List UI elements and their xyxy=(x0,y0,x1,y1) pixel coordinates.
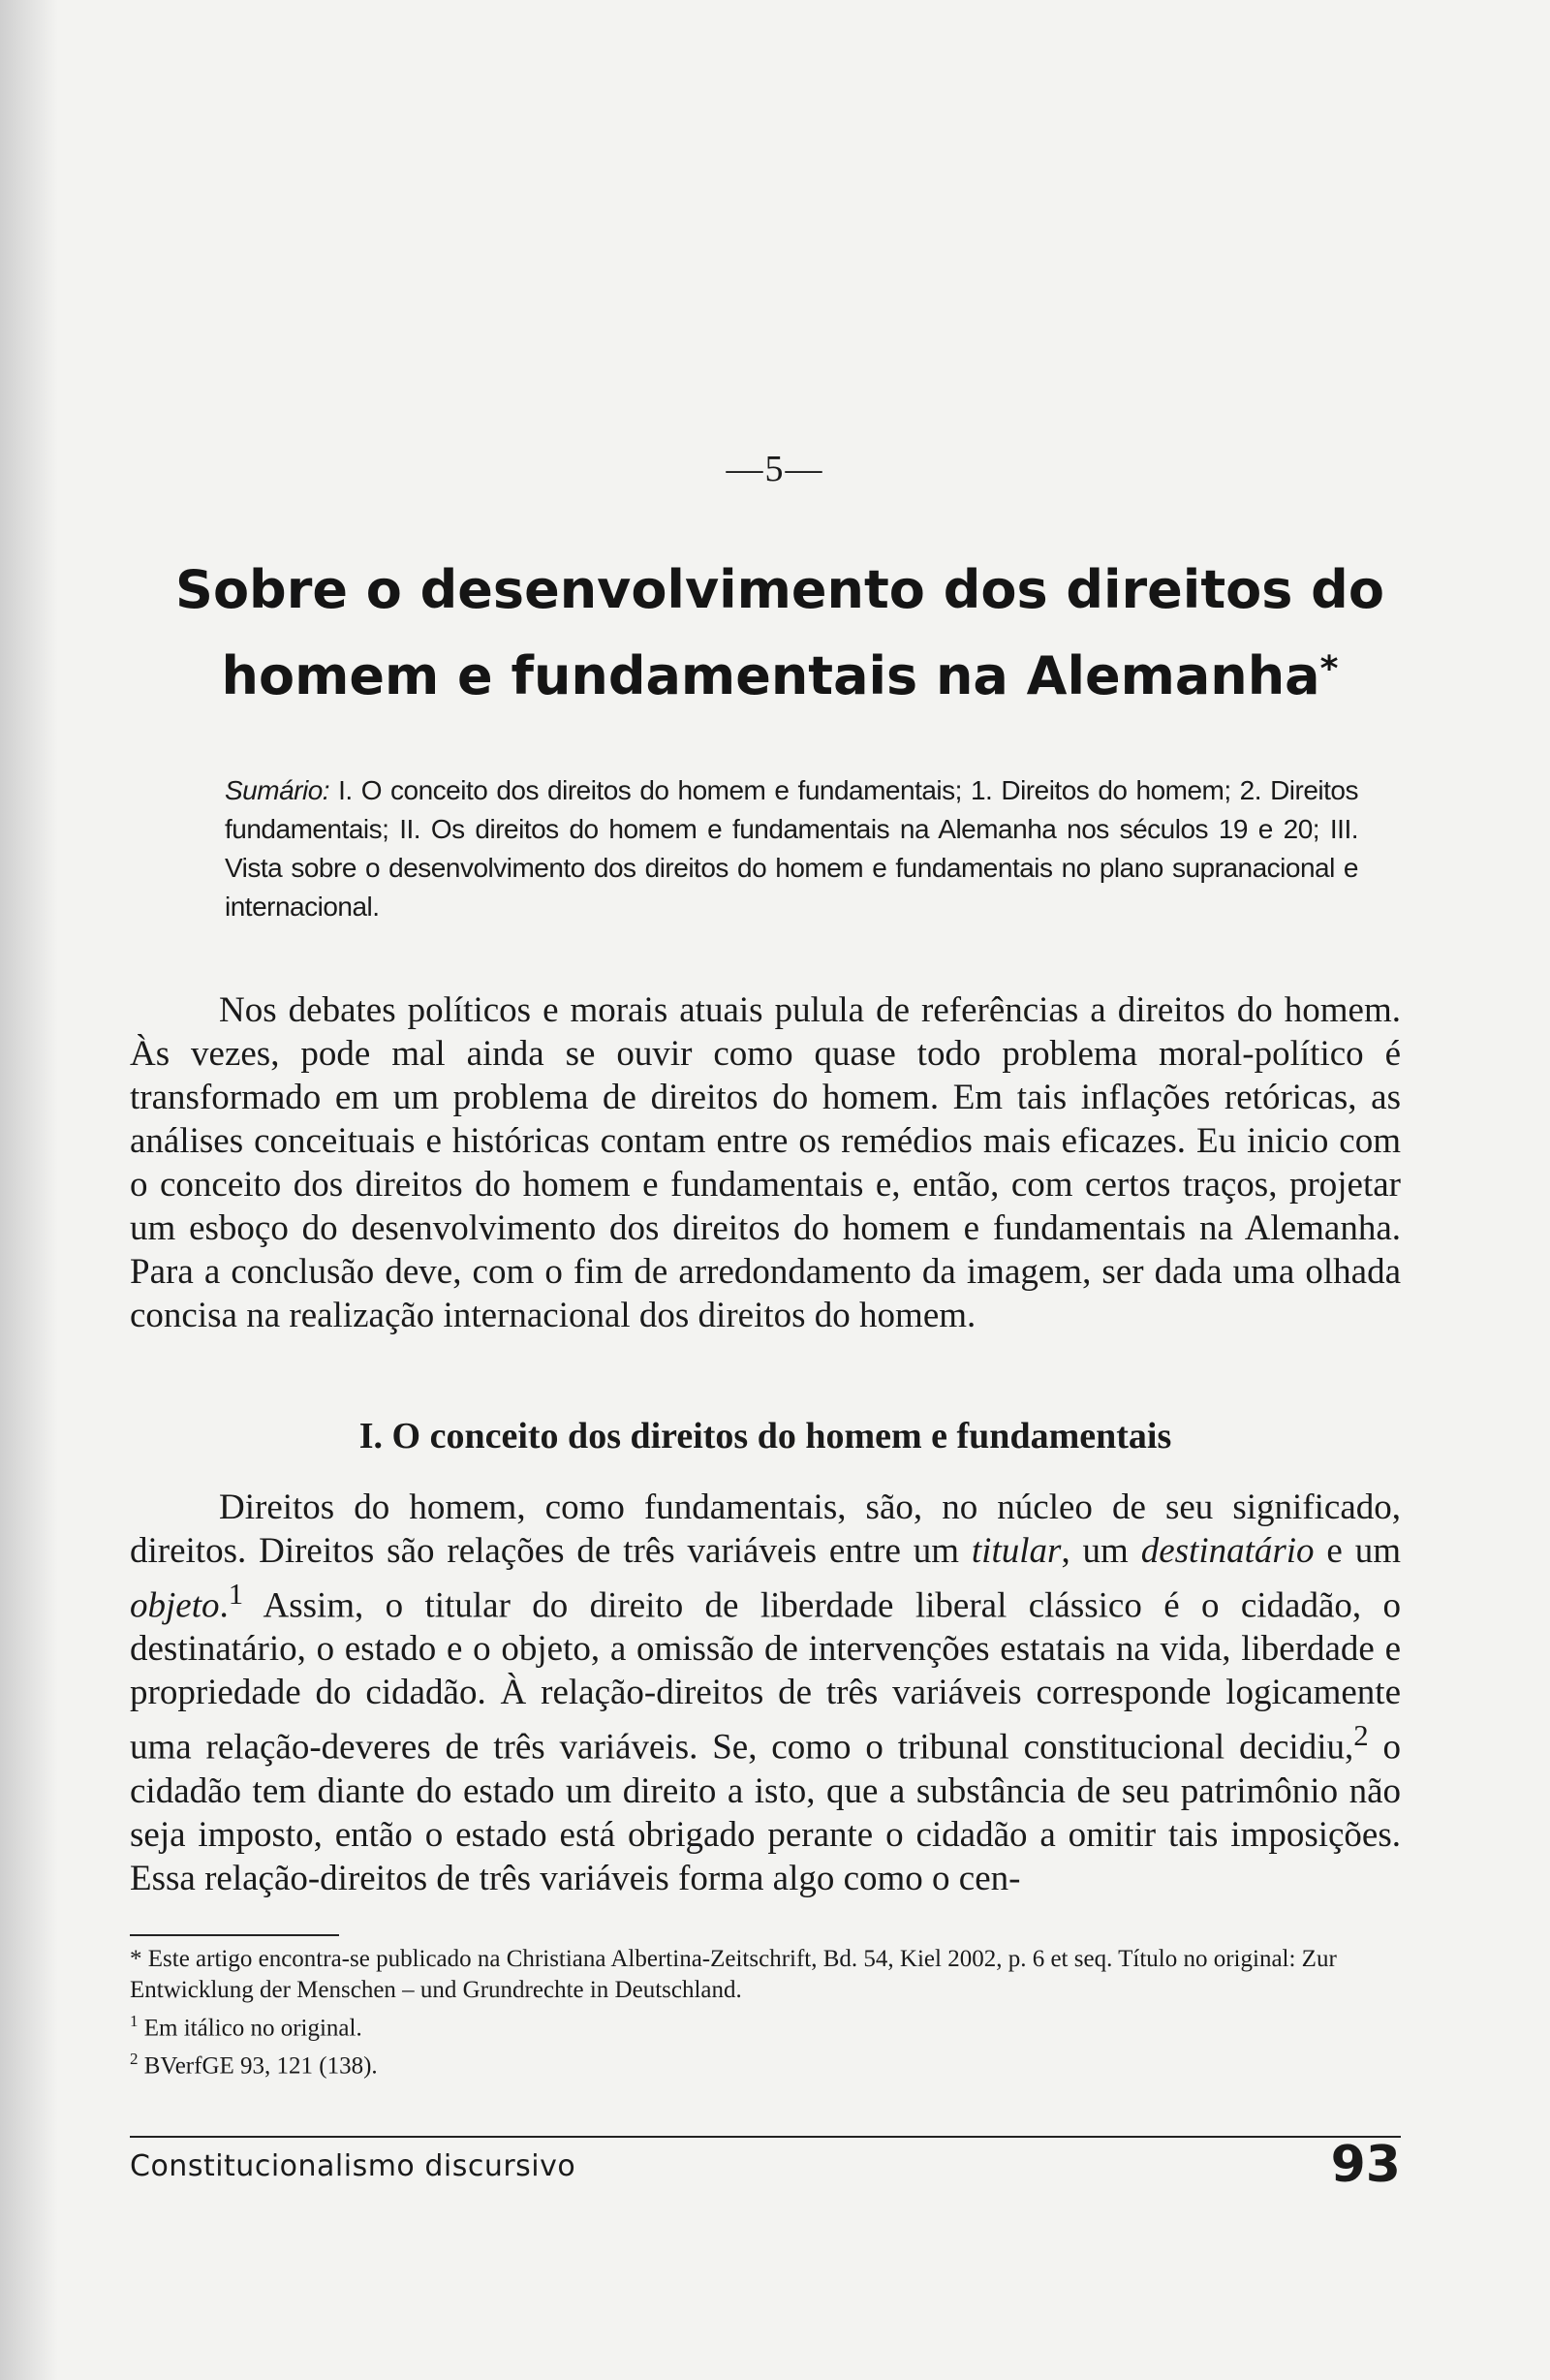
paragraph-text-c: e um xyxy=(1314,1531,1402,1571)
summary-text: I. O conceito dos direitos do homem e fundamentais; 1. Direitos do homem; 2. Direitos fundamentais; II. Os direitos do homem e fundamentais na Alemanha nos séculos 19 e 20; III. Vista sobre o desenvolvimento dos direitos do homem e fundamentais no plano supranacional e internacional. xyxy=(225,775,1358,922)
footnote-1-text: Em itálico no original. xyxy=(138,2015,362,2042)
chapter-title xyxy=(145,550,1414,716)
footnote-ref-1: 1 xyxy=(228,1578,244,1611)
section-heading: I. O conceito dos direitos do homem e fundamentais xyxy=(358,1416,1172,1456)
chapter-title-line-1: Sobre o desenvolvimento dos direitos do xyxy=(175,559,1384,620)
page-number: 93 xyxy=(1330,2136,1401,2194)
footnote-2 xyxy=(130,2044,1401,2082)
footnote-star xyxy=(130,1944,1401,2006)
chapter-number: —5— xyxy=(726,449,824,489)
footnote-2-mark: 2 xyxy=(130,2050,139,2069)
chapter-title-footnote-mark: * xyxy=(1319,649,1339,689)
paragraph-text-d: . xyxy=(219,1585,229,1626)
footer-divider xyxy=(130,2136,1401,2138)
term-titular: titular xyxy=(971,1531,1062,1571)
chapter-title-line-2: homem e fundamentais na Alemanha xyxy=(221,645,1320,706)
paragraph-text-a: Direitos do homem, como fundamentais, são, no núcleo de seu significado, direitos. Direitos são relações de três variáveis entre um xyxy=(130,1488,1401,1571)
footnote-1-mark: 1 xyxy=(130,2012,139,2030)
chapter-summary xyxy=(225,771,1358,926)
term-objeto: objeto xyxy=(130,1585,220,1626)
footnote-ref-2: 2 xyxy=(1353,1719,1369,1753)
paragraph-text-b: , um xyxy=(1061,1531,1141,1571)
paragraph-text-f: o cidadão tem diante do estado um direito a isto, que a substância de seu patrimônio não seja imposto, então o estado está obrigado perante o cidadão a omitir tais imposições. Essa relação-direitos de três variáveis forma algo como o cen- xyxy=(130,1727,1402,1898)
footnote-star-mark: * xyxy=(130,1946,142,1972)
footnote-divider xyxy=(130,1934,339,1936)
footnote-1 xyxy=(130,2006,1401,2044)
page-edge-shadow xyxy=(0,0,58,2380)
intro-paragraph: Nos debates políticos e morais atuais pulula de referências a direitos do homem. Às vezes, pode mal ainda se ouvir como quase todo problema moral-político é transformado em um problema de direitos do homem. Em tais inflações retóricas, as análises conceituais e históricas contam entre os remédios mais eficazes. Eu inicio com o conceito dos direitos do homem e fundamentais e, então, com certos traços, projetar um esboço do desenvolvimento dos direitos do homem e fundamentais na Alemanha. Para a conclusão deve, com o fim de arredondamento da imagem, ser dada uma olhada concisa na realização internacional dos direitos do homem. xyxy=(130,990,1401,1335)
paragraph-text-e: Assim, o titular do direito de liberdade liberal clássico é o cidadão, o destinatário, o estado e o objeto, a omissão de intervenções estatais na vida, liberdade e propriedade do cidadão. À relação-direitos de três variáveis corresponde logicamente uma relação-deveres de três variáveis. Se, como o tribunal constitucional decidiu, xyxy=(130,1585,1401,1768)
footnote-2-text: BVerfGE 93, 121 (138). xyxy=(138,2052,378,2080)
footer-book-title: Constitucionalismo discursivo xyxy=(130,2149,576,2183)
section-paragraph xyxy=(130,1486,1401,1900)
summary-label: Sumário: xyxy=(225,775,330,805)
term-destinatario: destinatário xyxy=(1140,1531,1315,1571)
footnotes xyxy=(130,1944,1401,2082)
section-body xyxy=(130,1486,1401,1900)
footnote-star-text: Este artigo encontra-se publicado na Christiana Albertina-Zeitschrift, Bd. 54, Kiel 2002, p. 6 et seq. Título no original: Zur Entwicklung der Menschen – und Grundrechte in Deutschland. xyxy=(130,1946,1337,2003)
intro-section xyxy=(130,988,1401,1337)
